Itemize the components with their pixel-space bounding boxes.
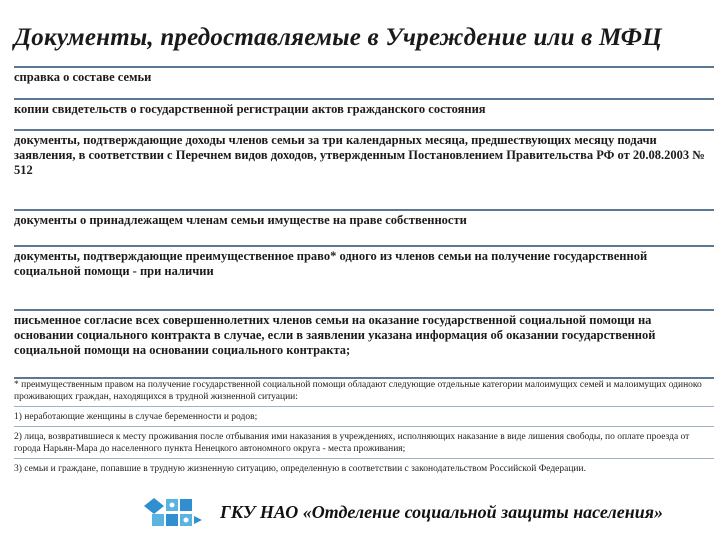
document-item: письменное согласие всех совершеннолетних членов семьи на оказание государственной социальной помощи на основании социального контракта в случае, если в заявлении указана информация об оказании государственной социальной помощи на основании социального контракта; xyxy=(14,309,714,377)
page-title: Документы, предоставляемые в Учреждение или в МФЦ xyxy=(14,24,662,51)
organization-logo-icon xyxy=(140,496,204,532)
footer xyxy=(140,494,720,534)
footnotes xyxy=(14,378,714,481)
documents-list xyxy=(14,66,714,379)
organization-name: ГКУ НАО «Отделение социальной защиты населения» xyxy=(220,502,663,522)
document-item: документы, подтверждающие доходы членов семьи за три календарных месяца, предшествующих месяцу подачи заявления, в соответствии с Перечнем видов доходов, утвержденным Постановлением Правительства РФ от 20.08.2003 № 512 xyxy=(14,129,714,209)
footnote: * преимущественным правом на получение государственной социальной помощи обладают следующие отдельные категории малоимущих семей и малоимущих одиноко проживающих граждан, находящихся в трудной жизненной ситуации: xyxy=(14,378,714,407)
footnote: 1) неработающие женщины в случае беременности и родов; xyxy=(14,410,714,427)
footnote: 2) лица, возвратившиеся к месту проживания после отбывания ими наказания в учреждениях, исполняющих наказание в виде лишения свободы, по оплате проезда от города Нарьян-Мара до населенного пункта Ненецкого автономного округа - места проживания; xyxy=(14,430,714,459)
document-item: справка о составе семьи xyxy=(14,66,714,98)
document-item: копии свидетельств о государственной регистрации актов гражданского состояния xyxy=(14,98,714,129)
footnote: 3) семьи и граждане, попавшие в трудную жизненную ситуацию, определенную в соответствии с законодательством Российской Федерации. xyxy=(14,464,586,474)
document-item: документы, подтверждающие преимущественное право* одного из членов семьи на получение государственной социальной помощи - при наличии xyxy=(14,245,714,309)
logo-shape xyxy=(144,498,202,526)
document-item: документы о принадлежащем членам семьи имуществе на праве собственности xyxy=(14,209,714,245)
